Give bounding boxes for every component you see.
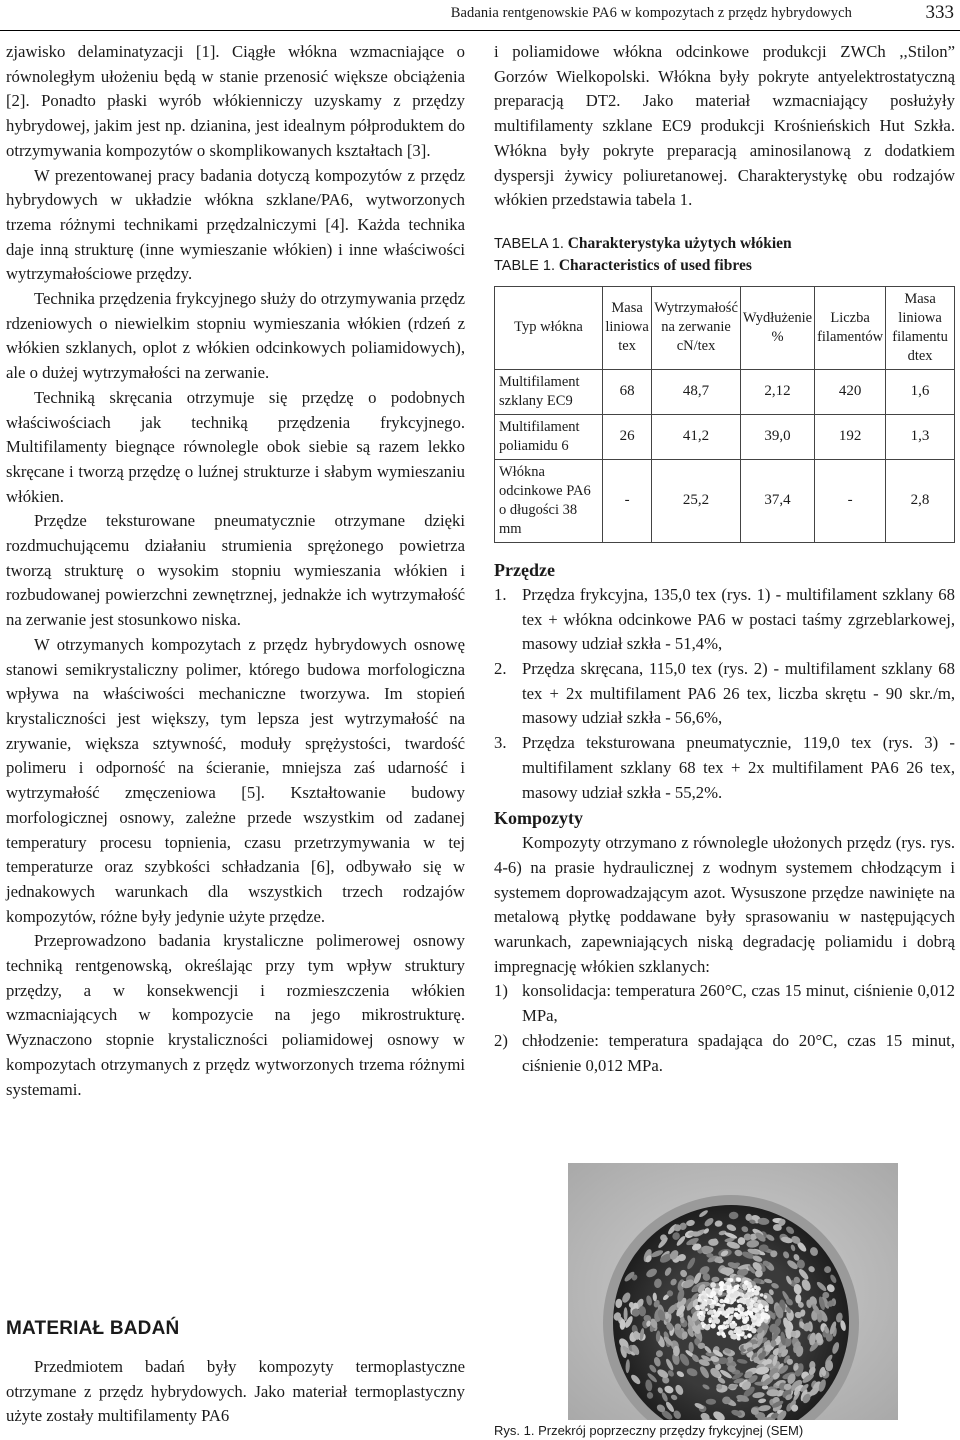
sem-glass-filament (747, 1284, 751, 1288)
table-cell: 2,8 (886, 459, 955, 542)
subheading-yarns: Przędze (494, 559, 555, 580)
paragraph: W otrzymanych kompozytach z przędz hybrydowych osnowę stanowi semikrystaliczny polimer, którego budowa morfologiczna wpływa na właściwości mechaniczne tworzywa. Im stopień krystaliczności jest większy, tym lepsza jest wytrzymałość na zrywanie, większa sztywność, moduły sprężystości, twardość polimeru i odporność na ścieranie, mniejsza zaś udarność i wytrzymałość zmęczeniowa [5]. Kształtowanie budowy morfologicznej osnowy, zależne przede wszystkim od zadanej temperatury procesu topnienia, czasu przetrzymywania w tej temperaturze oraz szybkości schładzania [6], odbywało się w jednakowych warunkach dla wszystkich trzech rodzajów kompozytów, różne były jedynie użyte przędze. (6, 634, 465, 926)
table-label: TABELA 1. (494, 235, 564, 252)
sem-glass-filament (718, 1311, 722, 1315)
sem-glass-filament (733, 1291, 738, 1296)
table-header: Wydłużenie % (740, 286, 814, 369)
list-item (494, 731, 955, 805)
list-text: chłodzenie: temperatura spadająca do 20°C, czas 15 minut, ciśnienie 0,012 MPa. (522, 1030, 955, 1075)
sem-glass-filament (764, 1305, 768, 1309)
table-header: Masa liniowa tex (602, 286, 651, 369)
list-text: Przędza skręcana, 115,0 tex (rys. 2) - multifilament szklany 68 tex + 2x multifilament PA6 26 tex, liczba skrętu - 90 skr./m, masowy udział szkła - 56,6%, (522, 659, 955, 728)
table-cell: 420 (815, 369, 886, 414)
sem-glass-filament (719, 1299, 723, 1303)
list-marker: 1) (494, 981, 508, 1001)
sem-glass-filament (717, 1303, 720, 1306)
sem-glass-filament (724, 1298, 729, 1303)
sem-glass-filament (713, 1296, 718, 1301)
paragraph: Techniką skręcania otrzymuje się przędzę o podobnych właściwościach jak techniką przędzenia frykcyjnego. Multifilamenty biegnące równolegle obok siebie są razem lekko skręcane i tworzą przędzę o luźnej strukturze i słabym wymieszaniu włókien. (6, 387, 465, 506)
paragraph: Kompozyty otrzymano z równolegle ułożonych przędz (rys. rys. 4-6) na prasie hydraulicznej z wodnym systemem chłodzącym i systemem doprowadzającym azot. Wysuszone przędze nawinięte na metalową płytkę poddawane były sprasowaniu w następujących warunkach, zapewniających niską degradację poliamidu i dobrą impregnację włókien szklanych: (494, 833, 955, 976)
sem-glass-filament (742, 1318, 748, 1324)
sem-glass-filament (718, 1291, 722, 1295)
running-title: Badania rentgenowskie PA6 w kompozytach z przędz hybrydowych (450, 5, 852, 21)
sem-glass-filament (723, 1321, 727, 1325)
table-cell: 25,2 (652, 459, 741, 542)
sem-glass-filament (733, 1285, 739, 1291)
table-cell: - (815, 459, 886, 542)
sem-glass-filament (710, 1291, 716, 1297)
table-cell: 26 (602, 414, 651, 459)
sem-glass-filament (711, 1314, 715, 1318)
sem-fibre (822, 1292, 829, 1299)
list-item (494, 979, 955, 1028)
sem-glass-filament (740, 1307, 745, 1312)
sem-glass-filament (747, 1288, 751, 1292)
list-text: konsolidacja: temperatura 260°C, czas 15 minut, ciśnienie 0,012 MPa, (522, 981, 955, 1026)
table-label: TABLE 1. (494, 257, 555, 274)
section-body (6, 1355, 465, 1429)
fibres-table (494, 286, 955, 543)
table-cell: 2,12 (740, 369, 814, 414)
sem-glass-filament (739, 1297, 745, 1303)
sem-glass-filament (699, 1316, 705, 1322)
table-row (495, 414, 955, 459)
sem-glass-filament (743, 1294, 748, 1299)
table-header: Typ włókna (495, 286, 603, 369)
table-caption-pl (494, 233, 955, 255)
sem-cross-section-image (568, 1163, 898, 1420)
sem-glass-filament (712, 1320, 716, 1324)
sem-glass-filament (752, 1315, 757, 1320)
sem-glass-filament (744, 1335, 748, 1339)
sem-glass-filament (744, 1311, 749, 1316)
sem-glass-filament (721, 1332, 725, 1336)
sem-fibre (680, 1317, 685, 1323)
sem-glass-filament (724, 1326, 728, 1330)
sem-fibre (673, 1346, 680, 1356)
paragraph: Przeprowadzono badania krystaliczne polimerowej osnowy techniką rentgenowską, określając przy tym wpływ struktury przędzy, a w konsekwencji i rozmieszczenia włókien wzmacniających w kompozycie na jego mikrostrukturę. Wyznaczono stopnie krystaliczności poliamidowej osnowy w kompozytach otrzymanych z przędz wytworzonych trzema różnymi systemami. (6, 931, 465, 1099)
paragraph: Technika przędzenia frykcyjnego służy do otrzymywania przędz rdzeniowych o niewielkim stopniu wymieszania włókien (rdzeń z włókien szklanych, oplot z włókien odcinkowych poliamidowych), ale o dużej wytrzymałości na zerwanie. (6, 289, 465, 383)
sem-glass-filament (763, 1295, 767, 1299)
sem-glass-filament (699, 1311, 703, 1315)
table-cell: - (602, 459, 651, 542)
section-heading: MATERIAŁ BADAŃ (6, 1318, 180, 1339)
sem-glass-filament (756, 1286, 761, 1291)
sem-glass-filament (728, 1319, 732, 1323)
table-cell: Multifilament szklany EC9 (495, 369, 603, 414)
list-text: Przędza frykcyjna, 135,0 tex (rys. 1) - multifilament szklany 68 tex + włókna odcinkowe PA6 w postaci taśmy zgrzeblarkowej, masowy udział szkła - 51,4%, (522, 584, 955, 654)
table-row (495, 369, 955, 414)
page-number: 333 (925, 2, 954, 23)
sem-glass-filament (749, 1302, 753, 1306)
paragraph: Przędze teksturowane pneumatycznie otrzymane dzięki rozdmuchującemu działaniu strumienia sprężonego powietrza tworzą strukturę o wysokim stopniu wymieszania włókien i rozbudowanej powierzchni zewnętrznej, jednakże ich wytrzymałość na zerwanie jest stosunkowo niska. (6, 511, 465, 630)
list-item (494, 657, 955, 731)
running-head (0, 0, 960, 31)
sem-glass-filament (760, 1293, 764, 1297)
sem-glass-filament (757, 1300, 761, 1304)
paragraph: i poliamidowe włókna odcinkowe produkcji ZWCh ,,Stilon” Gorzów Wielkopolski. Włókna były pokryte antyelektrostatyczną preparacją DT2. Jako materiał wzmacniający posłużyły multifilamenty szklane EC9 produkcji Krośnieńskich Hut Szkła. Włókna były pokryte preparacją aminosilanową z dodatkiem dyspersji żywicy poliuretanowej. Charakterystykę obu rodzajów włókien przedstawia tabela 1. (494, 42, 955, 210)
sem-glass-filament (730, 1334, 735, 1339)
sem-glass-filament (707, 1311, 711, 1315)
sem-glass-filament (701, 1295, 705, 1299)
table-header: Masa liniowa filamentu dtex (886, 286, 955, 369)
sem-glass-filament (707, 1299, 712, 1304)
sem-image-drawing (568, 1163, 898, 1420)
table-cell: Multifilament poliamidu 6 (495, 414, 603, 459)
paragraph: W prezentowanej pracy badania dotyczą kompozytów z przędz hybrydowych w układzie włókna szklane/PA6, wytworzonych trzema różnymi technikami przędzalniczymi [4]. Każda technika daje inną strukturę (inne wymieszanie włókien) i inne właściwości wytrzymałościowe przędzy. (6, 165, 465, 284)
right-column (494, 40, 955, 1078)
table-cell: 192 (815, 414, 886, 459)
sem-glass-filament (754, 1297, 758, 1301)
sem-glass-filament (757, 1318, 761, 1322)
sem-glass-filament (751, 1328, 757, 1334)
sem-glass-filament (737, 1337, 741, 1341)
sem-glass-filament (705, 1297, 708, 1300)
sem-glass-filament (760, 1312, 766, 1318)
table-title: Characteristics of used fibres (558, 256, 752, 274)
sem-glass-filament (725, 1309, 730, 1314)
list-marker: 1. (494, 584, 507, 604)
table-cell: 1,3 (886, 414, 955, 459)
sem-glass-filament (734, 1312, 739, 1317)
sem-glass-filament (733, 1330, 736, 1333)
table-cell: Włókna odcinkowe PA6 o długości 38 mm (495, 459, 603, 542)
list-item (494, 1029, 955, 1078)
list-marker: 2. (494, 659, 507, 679)
sem-glass-filament (710, 1304, 715, 1309)
sem-glass-filament (701, 1322, 705, 1326)
table-header: Liczba filamentów (815, 286, 886, 369)
table-cell: 41,2 (652, 414, 741, 459)
sem-glass-filament (709, 1320, 712, 1323)
table-cell: 48,7 (652, 369, 741, 414)
table-caption-en (494, 255, 955, 277)
sem-glass-filament (752, 1307, 757, 1312)
left-column (6, 40, 465, 1102)
paragraph: zjawisko delaminatyzacji [1]. Ciągłe włókna wzmacniające o równoległym ułożeniu będą w stanie przenosić większe obciążenia [2]. Ponadto płaski wyrób włókienniczy uzyskamy z przędzy hybrydowej, jakim jest np. dzianina, jest idealnym półproduktem do otrzymywania kompozytów o skomplikowanych kształtach [3]. (6, 42, 465, 160)
sem-fibre (822, 1369, 826, 1377)
table-header: Wytrzymałość na zerwanie cN/tex (652, 286, 741, 369)
table-cell: 39,0 (740, 414, 814, 459)
sem-glass-filament (722, 1304, 725, 1307)
sem-glass-filament (710, 1282, 716, 1288)
paragraph: Przedmiotem badań były kompozyty termoplastyczne otrzymane z przędz hybrydowych. Jako materiał termoplastyczny użyte zostały multifilamenty PA6 (6, 1357, 465, 1426)
sem-glass-filament (747, 1333, 752, 1338)
list-marker: 3. (494, 733, 507, 753)
sem-glass-filament (702, 1301, 707, 1306)
table-cell: 68 (602, 369, 651, 414)
sem-glass-filament (730, 1278, 734, 1282)
sem-glass-filament (746, 1299, 750, 1303)
table-title: Charakterystyka użytych włókien (567, 234, 792, 252)
sem-glass-filament (704, 1324, 710, 1330)
table-header-row (495, 286, 955, 369)
sem-glass-filament (720, 1307, 724, 1311)
sem-glass-filament (743, 1325, 748, 1330)
sem-fibre (624, 1307, 628, 1321)
subheading-composites: Kompozyty (494, 808, 583, 829)
table-cell: 37,4 (740, 459, 814, 542)
conditions-list (494, 979, 955, 1078)
sem-glass-filament (730, 1307, 735, 1312)
sem-glass-filament (730, 1324, 735, 1329)
table-row (495, 459, 955, 542)
sem-glass-filament (723, 1286, 727, 1290)
sem-glass-filament (754, 1303, 759, 1308)
sem-glass-filament (737, 1278, 741, 1282)
list-text: Przędza teksturowana pneumatycznie, 119,0 tex (rys. 3) - multifilament szklany 68 tex + 2x multifilament PA6 26 tex, masowy udział szkła - 55,2%. (522, 733, 955, 802)
list-marker: 2) (494, 1030, 508, 1050)
table-cell: 1,6 (886, 369, 955, 414)
figure-caption: Rys. 1. Przekrój poprzeczny przędzy frykcyjnej (SEM) (494, 1423, 804, 1438)
yarn-list (494, 583, 955, 805)
sem-glass-filament (705, 1308, 708, 1311)
list-item (494, 583, 955, 657)
